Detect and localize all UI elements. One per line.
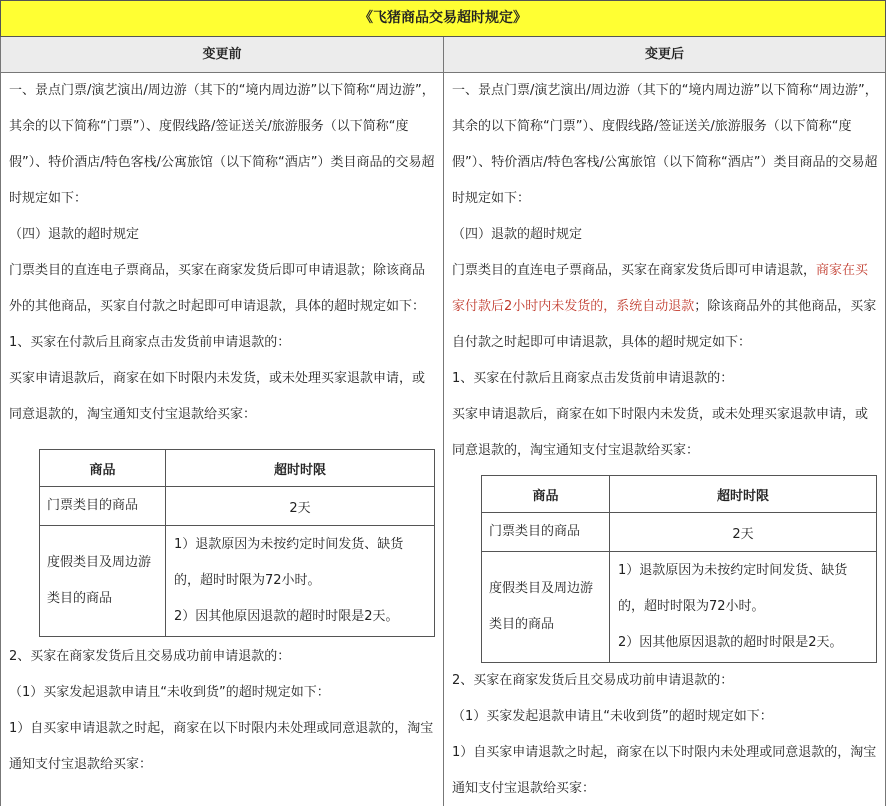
item2-sub-heading: （1）买家发起退款申请且“未收到货”的超时规定如下： <box>452 709 773 724</box>
table-cell-limit: 2天 <box>166 487 435 526</box>
rule-paragraph: 门票类目的直连电子票商品，买家在商家发货后即可申请退款；除该商品外的其他商品，买家自付款之时起即可申请退款，具体的超时规定如下： <box>9 263 426 314</box>
table-cell-product: 度假类目及周边游类目的商品 <box>482 552 610 663</box>
table-row <box>40 526 435 637</box>
table-row <box>40 487 435 526</box>
table-header-row <box>40 450 435 487</box>
table-header-product: 商品 <box>40 450 166 487</box>
table-header-row <box>482 476 877 513</box>
item2-sub-detail: 1）自买家申请退款之时起，商家在以下时限内未处理或同意退款的，淘宝通知支付宝退款给买家： <box>9 721 434 772</box>
after-column <box>443 73 886 806</box>
table-cell-product: 门票类目的商品 <box>482 513 610 552</box>
rule-highlight: 商家在买家付款后2小时内未发货的，系统自动退款 <box>452 263 869 314</box>
timeout-table <box>39 449 435 637</box>
rule-paragraph <box>452 253 880 361</box>
reason-1: 1）退款原因为未按约定时间发货、缺货的，超时时限为72小时。 <box>174 537 404 588</box>
item1-heading: 1、买家在付款后且商家点击发货前申请退款的： <box>452 371 734 386</box>
section-heading: （四）退款的超时规定 <box>452 227 583 242</box>
table-header-product: 商品 <box>482 476 610 513</box>
rule-text-continued: ；除该商品外的其他商品，买家自付款之时起即可申请退款，具体的超时规定如下： <box>452 299 877 350</box>
reason-2: 2）因其他原因退款的超时时限是2天。 <box>618 635 843 650</box>
table-cell-product: 门票类目的商品 <box>40 487 166 526</box>
intro-paragraph: 一、景点门票/演艺演出/周边游（其下的“境内周边游”以下简称“周边游”，其余的以下简称“门票”）、度假线路/签证送关/旅游服务（以下简称“度假”）、特价酒店/特色客栈/公寓旅馆（以下简称“酒店”）类目商品的交易超时规定如下： <box>9 83 435 206</box>
item2-heading: 2、买家在商家发货后且交易成功前申请退款的： <box>9 649 291 664</box>
page-title: 《飞猪商品交易超时规定》 <box>0 0 886 37</box>
table-row <box>482 552 877 663</box>
item2-sub-detail: 1）自买家申请退款之时起，商家在以下时限内未处理或同意退款的，淘宝通知支付宝退款给买家： <box>452 745 877 796</box>
reason-2: 2）因其他原因退款的超时时限是2天。 <box>174 609 399 624</box>
table-cell-limit <box>610 552 877 663</box>
item1-detail: 买家申请退款后，商家在如下时限内未发货，或未处理买家退款申请，或同意退款的，淘宝通知支付宝退款给买家： <box>9 371 426 422</box>
table-cell-limit: 2天 <box>610 513 877 552</box>
item2-heading: 2、买家在商家发货后且交易成功前申请退款的： <box>452 673 734 688</box>
table-header-limit: 超时时限 <box>166 450 435 487</box>
table-cell-product: 度假类目及周边游类目的商品 <box>40 526 166 637</box>
reason-1: 1）退款原因为未按约定时间发货、缺货的，超时时限为72小时。 <box>618 563 848 614</box>
column-header-before: 变更前 <box>0 37 444 73</box>
item1-detail: 买家申请退款后，商家在如下时限内未发货，或未处理买家退款申请，或同意退款的，淘宝通知支付宝退款给买家： <box>452 407 869 458</box>
timeout-table <box>481 475 877 663</box>
before-column <box>0 73 444 806</box>
table-row <box>482 513 877 552</box>
table-cell-limit <box>166 526 435 637</box>
item2-sub-heading: （1）买家发起退款申请且“未收到货”的超时规定如下： <box>9 685 330 700</box>
table-header-limit: 超时时限 <box>610 476 877 513</box>
column-header-after: 变更后 <box>443 37 886 73</box>
item1-heading: 1、买家在付款后且商家点击发货前申请退款的： <box>9 335 291 350</box>
rule-text: 门票类目的直连电子票商品，买家在商家发货后即可申请退款， <box>452 263 817 278</box>
intro-paragraph: 一、景点门票/演艺演出/周边游（其下的“境内周边游”以下简称“周边游”，其余的以下简称“门票”）、度假线路/签证送关/旅游服务（以下简称“度假”）、特价酒店/特色客栈/公寓旅馆（以下简称“酒店”）类目商品的交易超时规定如下： <box>452 83 878 206</box>
section-heading: （四）退款的超时规定 <box>9 227 140 242</box>
